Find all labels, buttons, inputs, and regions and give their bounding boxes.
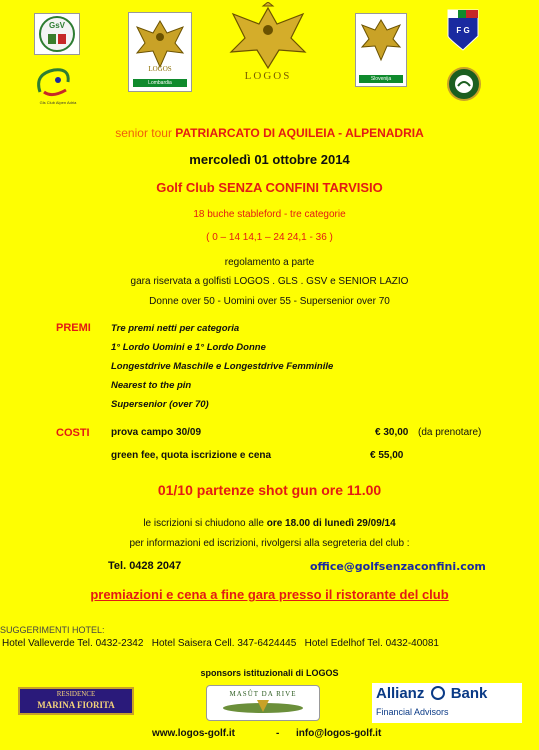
prize-item: Tre premi netti per categoria <box>111 323 240 334</box>
gsv-emblem-icon <box>35 14 79 54</box>
prize-item: Nearest to the pin <box>111 380 192 391</box>
prize-item: Supersenior (over 70) <box>111 399 209 410</box>
masut-crest-icon <box>207 698 319 716</box>
footer-email-link[interactable]: info@logos-golf.it <box>296 728 382 739</box>
gls-swirl-icon <box>30 62 86 102</box>
logos-lombardia-logo <box>128 12 192 92</box>
cost-desc: green fee, quota iscrizione e cena <box>111 450 272 461</box>
costs-label: COSTI <box>56 427 90 439</box>
event-rules: regolamento a parte <box>224 257 315 268</box>
awards-text: premiazioni e cena a fine gara presso il ristorante del club <box>90 587 449 602</box>
event-ages: Donne over 50 - Uomini over 55 - Supersenior over 70 <box>149 296 390 307</box>
gls-logo <box>30 62 86 110</box>
footer-separator: - <box>276 728 280 739</box>
shotgun-start: 01/10 partenze shot gun ore 11.00 <box>157 482 382 498</box>
tour-prefix: senior tour <box>115 126 172 140</box>
footer-site-link[interactable]: www.logos-golf.it <box>152 728 235 739</box>
badge-slovenija: Slovenija <box>359 75 403 83</box>
club-email-link[interactable]: office@golfsenzaconfini.com <box>310 560 486 573</box>
prize-item: Longestdrive Maschile e Longestdrive Femminile <box>111 361 334 372</box>
event-club: Golf Club SENZA CONFINI TARVISIO <box>156 180 383 195</box>
prizes-label: PREMI <box>56 322 91 334</box>
sponsor-marina-label: MARINA FIORITA <box>37 700 115 710</box>
gsv-logo <box>34 13 80 55</box>
allianz-sub: Financial Advisors <box>376 707 449 717</box>
event-categories: ( 0 – 14 14,1 – 24 24,1 - 36 ) <box>206 232 333 243</box>
fig-shield-logo <box>446 8 480 52</box>
registration-close-prefix: le iscrizioni si chiudono alle <box>143 518 264 529</box>
sponsor-marina-fiorita <box>18 687 134 715</box>
eagle-main-icon <box>223 2 313 72</box>
cost-note: (da prenotare) <box>418 427 482 438</box>
logos-main-text: LOGOS <box>244 70 292 82</box>
eagle-icon <box>129 13 191 73</box>
hotels-list: Hotel Valleverde Tel. 0432-2342 Hotel Saisera Cell. 347-6424445 Hotel Edelhof Tel. 0432-40081 <box>2 638 439 649</box>
registration-info: per informazioni ed iscrizioni, rivolgersi alla segreteria del club : <box>129 538 410 549</box>
gls-caption: Gls Club Alpen Adria <box>39 100 77 105</box>
round-club-logo <box>446 66 482 102</box>
cost-amount: € 55,00 <box>370 450 404 461</box>
allianz-eagle-icon <box>431 686 445 700</box>
registration-close-time: ore 18.00 di lunedì 29/09/14 <box>266 518 396 529</box>
hotels-title: SUGGERIMENTI HOTEL: <box>0 625 105 635</box>
sponsor-masut <box>206 685 320 721</box>
fig-text: F G <box>456 26 470 35</box>
logos-lombardia-text: LOGOS <box>148 65 172 73</box>
registration-close <box>0 518 539 529</box>
logos-slovenija-logo <box>355 13 407 87</box>
gsv-text: GsV <box>48 21 65 30</box>
eagle-small-icon <box>356 14 406 69</box>
event-date: mercoledì 01 ottobre 2014 <box>189 152 350 167</box>
tour-name: PATRIARCATO DI AQUILEIA - ALPENADRIA <box>175 126 424 140</box>
allianz-brand <box>376 685 487 702</box>
sponsor-residence-label: RESIDENCE <box>56 690 96 698</box>
cost-desc: prova campo 30/09 <box>111 427 202 438</box>
cost-amount: € 30,00 <box>375 427 409 438</box>
sponsors-title: sponsors istituzionali di LOGOS <box>200 668 339 678</box>
logos-main-logo <box>223 2 313 92</box>
tour-title <box>0 126 539 140</box>
event-format: 18 buche stableford - tre categorie <box>193 209 346 220</box>
allianz-label: Allianz <box>376 685 425 702</box>
sponsor-allianz <box>372 683 522 723</box>
prize-item: 1° Lordo Uomini e 1° Lordo Donne <box>111 342 266 353</box>
sponsor-masut-label: MASÛT DA RIVE <box>229 690 297 698</box>
badge-lombardia: Lombardia <box>133 79 187 87</box>
prizes-list <box>111 323 333 418</box>
event-eligibility: gara riservata a golfisti LOGOS . GLS . GSV e SENIOR LAZIO <box>130 276 409 287</box>
golf-badge-icon <box>446 66 482 102</box>
bank-label: Bank <box>450 685 488 702</box>
club-phone: Tel. 0428 2047 <box>108 560 182 572</box>
